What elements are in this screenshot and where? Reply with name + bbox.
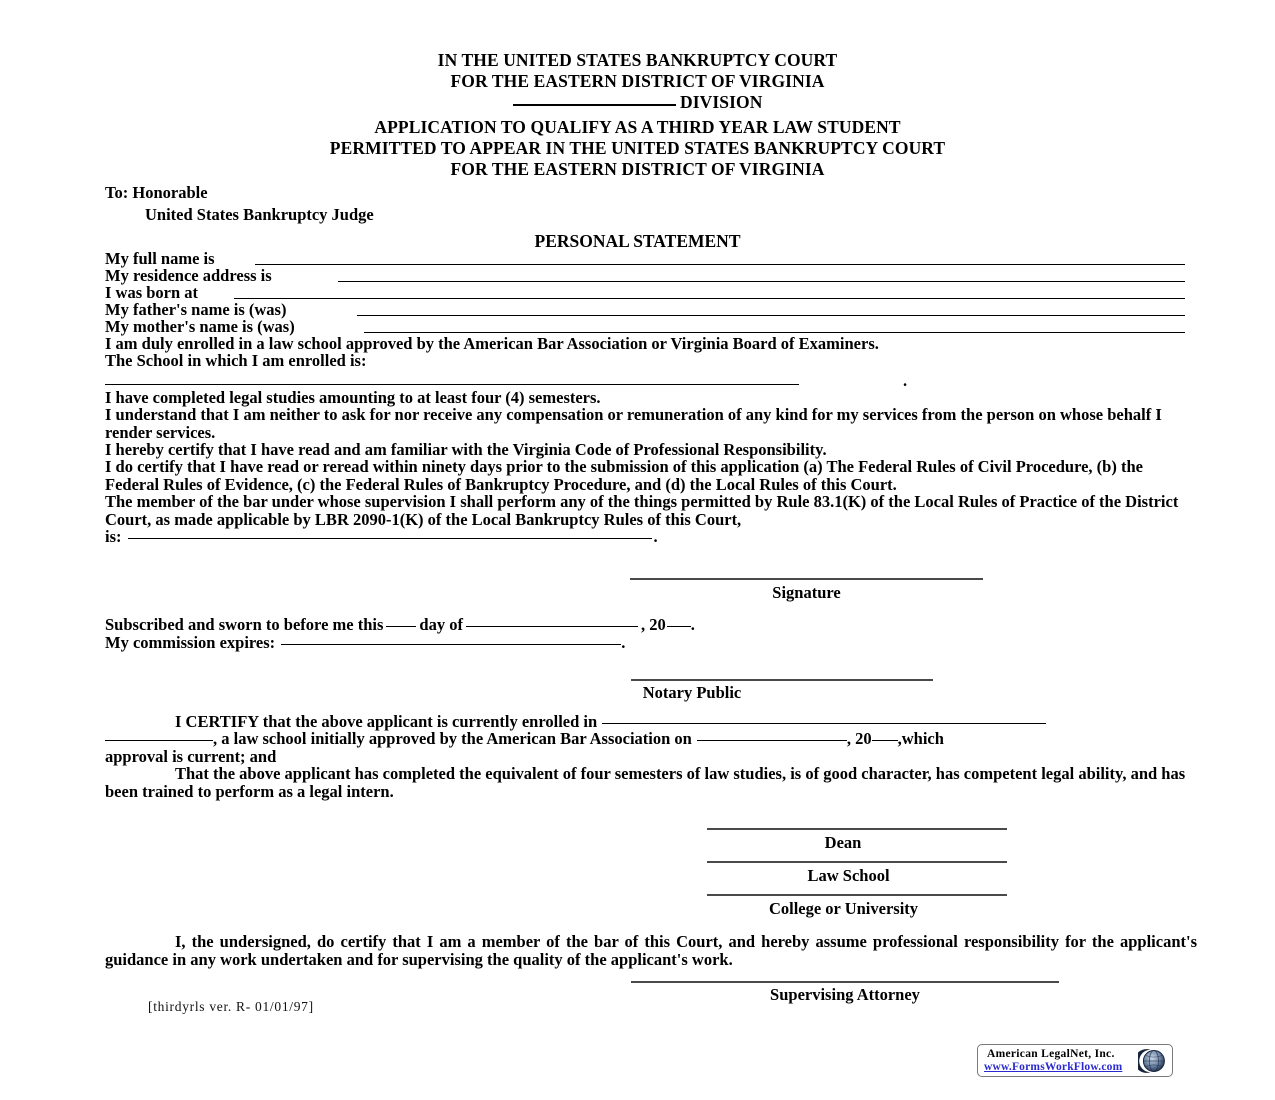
application-title-line2: PERMITTED TO APPEAR IN THE UNITED STATES BANKRUPTCY COURT [329, 138, 946, 158]
legalnet-website-link[interactable]: www.FormsWorkFlow.com [984, 1061, 1123, 1073]
statement-supervision-is-row [105, 528, 1197, 545]
attorney-paragraph [105, 933, 1197, 968]
field-father-name-label: My father's name is (was) [105, 300, 287, 319]
globe-icon [1138, 1047, 1167, 1075]
sworn-line [105, 616, 695, 634]
field-mother-name-input[interactable] [364, 332, 1185, 333]
law-school-caption: Law School [807, 866, 890, 885]
college-university-caption: College or University [768, 899, 919, 918]
notary-signature-input[interactable] [631, 679, 933, 681]
certify-approval-date-input[interactable] [697, 740, 847, 741]
statement-supervision-period: . [653, 527, 658, 547]
certify-approval-year-input[interactable] [872, 740, 898, 741]
field-residence-address-label: My residence address is [105, 266, 272, 285]
notary-sworn-block [105, 616, 695, 652]
sworn-month-input[interactable] [466, 626, 638, 627]
notary-signature-caption: Notary Public [642, 683, 742, 702]
statement-enrolled: I am duly enrolled in a law school approved by the American Bar Association or Virginia Board of Examiners. [105, 334, 879, 353]
statement-supervision-is-label: is: [105, 527, 122, 547]
college-university-input[interactable] [707, 894, 1007, 896]
sworn-day-word: day of [419, 615, 463, 634]
sworn-day-input[interactable] [386, 626, 416, 627]
addressee-block [105, 182, 374, 226]
division-label: DIVISION [679, 92, 763, 112]
section-divider-bottom [105, 924, 1195, 925]
field-mother-name [105, 318, 1195, 335]
dean-caption: Dean [824, 833, 862, 852]
personal-fields [105, 250, 1195, 335]
field-full-name-label: My full name is [105, 249, 215, 268]
section-divider-top [105, 703, 1195, 704]
supervising-attorney-input[interactable] [631, 981, 1059, 983]
sworn-period: . [690, 615, 695, 634]
court-heading-line1: IN THE UNITED STATES BANKRUPTCY COURT [437, 50, 838, 70]
field-father-name [105, 301, 1195, 318]
statement-supervision: The member of the bar under whose supervision I shall perform any of the things permitted by Rule 83.1(K) of the Local Rules of Practice of the District Court, as made applicable by LBR 2090-1(K) of the Local Bankruptcy Rules of this Court, [105, 492, 1179, 529]
statement-responsibility-code: I hereby certify that I have read and am familiar with the Virginia Code of Professional Responsibility. [105, 440, 827, 460]
supervising-member-input[interactable] [128, 538, 652, 539]
statement-school-prompt: The School in which I am enrolled is: [105, 351, 367, 371]
certify-para2 [105, 765, 1197, 800]
dean-certification-block [105, 713, 1197, 800]
sworn-year-prefix: , 20 [640, 615, 666, 634]
attorney-paragraph-text: I, the undersigned, do certify that I am a member of the bar of this Court, and hereby assume professional responsibility for the applicant's guidance in any work undertaken and for supervising the quality of the applicant's work. [105, 932, 1197, 969]
sworn-year-input[interactable] [667, 626, 691, 627]
field-full-name-input[interactable] [255, 264, 1185, 265]
field-residence-address-input[interactable] [338, 281, 1185, 282]
certify-line3: approval is current; and [105, 746, 277, 766]
form-revision-footnote: [thirdyrls ver. R- 01/01/97] [148, 999, 314, 1014]
commission-label: My commission expires: [105, 633, 276, 652]
certify-line2-year-prefix: , 20 [846, 729, 872, 749]
addressee-line1: To: Honorable [105, 183, 208, 202]
dean-signature-input[interactable] [707, 828, 1007, 830]
commission-expires-input[interactable] [281, 644, 621, 645]
application-title-line1: APPLICATION TO QUALIFY AS A THIRD YEAR LAW STUDENT [374, 117, 901, 137]
school-name-input[interactable] [105, 372, 799, 385]
certify-line2 [105, 730, 1197, 747]
certify-line1 [105, 713, 1197, 730]
application-title [0, 117, 1275, 180]
personal-statement-heading: PERSONAL STATEMENT [534, 231, 741, 251]
commission-line [105, 634, 695, 652]
attorney-certification-block [105, 933, 1197, 968]
field-mother-name-label: My mother's name is (was) [105, 317, 295, 336]
division-blank-field[interactable] [513, 104, 676, 106]
field-father-name-input[interactable] [357, 315, 1185, 316]
field-residence-address [105, 267, 1195, 284]
field-born-at [105, 284, 1195, 301]
court-heading [0, 50, 1275, 113]
certify-line2-suffix: ,which [897, 729, 944, 749]
certify-line1-text: I CERTIFY that the above applicant is currently enrolled in [175, 712, 598, 731]
certify-line2-text: , a law school initially approved by the American Bar Association on [213, 729, 692, 749]
statement-body [105, 335, 1197, 545]
field-born-at-input[interactable] [234, 298, 1185, 299]
certify-school-cont-input[interactable] [105, 740, 213, 741]
school-name-period: . [903, 370, 908, 390]
application-title-line3: FOR THE EASTERN DISTRICT OF VIRGINIA [450, 159, 825, 179]
division-row [513, 92, 763, 113]
statement-rules-read: I do certify that I have read or reread within ninety days prior to the submission of this application (a) The Federal Rules of Civil Procedure, (b) the Federal Rules of Evidence, (c) the Federal Rules of Bankruptcy Procedure, and (d) the Local Rules of this Court. [105, 457, 1143, 494]
school-name-row [105, 372, 1197, 389]
applicant-signature-input[interactable] [630, 578, 983, 580]
certify-school-input[interactable] [602, 723, 1046, 724]
applicant-signature-caption: Signature [772, 583, 841, 602]
court-heading-line2: FOR THE EASTERN DISTRICT OF VIRGINIA [450, 71, 825, 91]
sworn-prefix: Subscribed and sworn to before me this [105, 615, 384, 634]
legalnet-company-name: American LegalNet, Inc. [987, 1048, 1115, 1060]
field-born-at-label: I was born at [105, 283, 199, 302]
field-full-name [105, 250, 1195, 267]
commission-period: . [621, 633, 626, 652]
law-school-input[interactable] [707, 861, 1007, 863]
certify-para2-text: That the above applicant has completed the equivalent of four semesters of law studies, is of good character, has competent legal ability, and has been trained to perform as a legal intern. [105, 764, 1186, 801]
addressee-line2: United States Bankruptcy Judge [145, 205, 374, 224]
american-legalnet-badge[interactable] [977, 1044, 1173, 1077]
statement-semesters: I have completed legal studies amounting to at least four (4) semesters. [105, 387, 601, 407]
statement-no-compensation: I understand that I am neither to ask for nor receive any compensation or remuneration of any kind for my services from the person on whose behalf I render services. [105, 405, 1162, 442]
supervising-attorney-caption: Supervising Attorney [770, 985, 920, 1004]
